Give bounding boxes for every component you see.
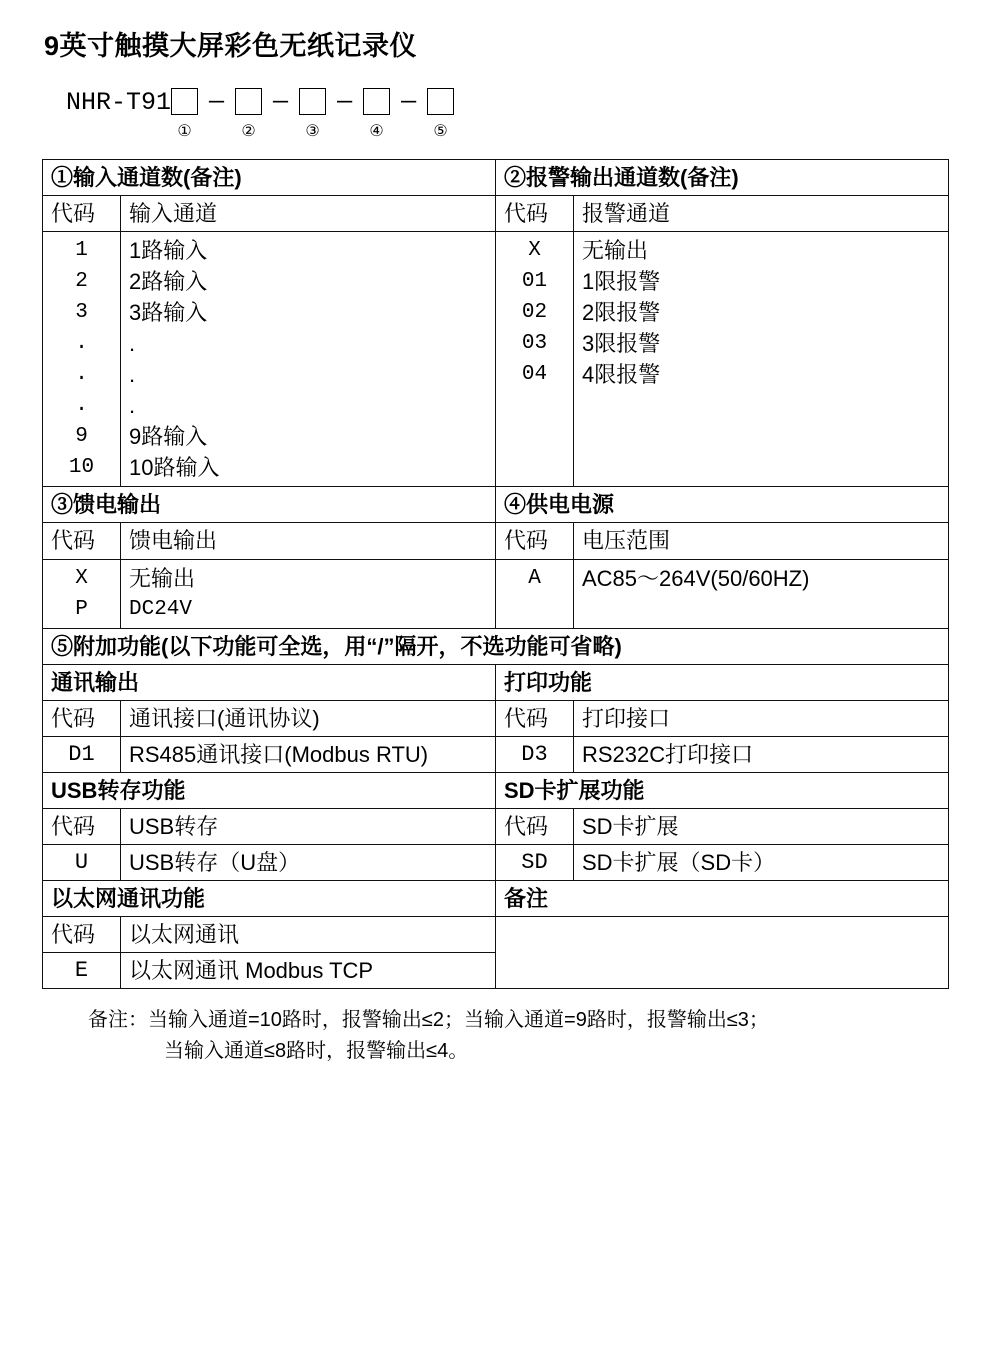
section3-col-code: 代码 <box>43 523 121 559</box>
model-box-2 <box>235 88 262 115</box>
table-row <box>43 700 949 736</box>
list-item: 2 <box>75 270 88 294</box>
section4-heading: ④供电电源 <box>496 487 949 523</box>
group-eth-col-code: 代码 <box>43 916 121 952</box>
model-code-row <box>66 88 948 141</box>
list-item: 9 <box>75 425 88 449</box>
group-eth-value: 以太网通讯 Modbus TCP <box>121 952 496 988</box>
section2-col-code: 代码 <box>496 196 574 232</box>
list-item: . <box>75 332 88 356</box>
model-box-4 <box>363 88 390 115</box>
group-sd-code: SD <box>496 844 574 880</box>
section4-col-code: 代码 <box>496 523 574 559</box>
section2-code-list <box>496 232 574 487</box>
group-comm-title: 通讯输出 <box>43 664 496 700</box>
list-item: DC24V <box>129 597 193 621</box>
section3-heading: ③馈电输出 <box>43 487 496 523</box>
footnote-line-1: 备注：当输入通道=10路时，报警输出≤2；当输入通道=9路时，报警输出≤3； <box>88 1008 769 1031</box>
table-row <box>43 196 949 232</box>
group-sd-title: SD卡扩展功能 <box>496 772 949 808</box>
list-item: 1限报警 <box>582 269 661 295</box>
table-row <box>43 232 949 487</box>
list-item: 9路输入 <box>129 424 208 450</box>
table-row <box>43 736 949 772</box>
model-slot-2 <box>235 88 262 141</box>
table-row <box>43 844 949 880</box>
group-usb-code: U <box>43 844 121 880</box>
model-marker-3: ③ <box>305 123 320 141</box>
list-item: 4限报警 <box>582 362 661 388</box>
list-item: 1路输入 <box>129 238 208 264</box>
section5-heading: ⑤附加功能(以下功能可全选，用“/”隔开，不选功能可省略) <box>43 628 949 664</box>
group-eth-title: 以太网通讯功能 <box>43 880 496 916</box>
list-item: A <box>528 566 541 590</box>
group-eth-code: E <box>43 952 121 988</box>
section2-col-name: 报警通道 <box>574 196 949 232</box>
table-row <box>43 523 949 559</box>
model-dash-4: — <box>401 87 417 117</box>
group-comm-col-code: 代码 <box>43 700 121 736</box>
section3-name-list <box>121 559 496 628</box>
footnote-line-2: 当输入通道≤8路时，报警输出≤4。 <box>164 1039 469 1062</box>
group-usb-title: USB转存功能 <box>43 772 496 808</box>
list-item: 3路输入 <box>129 300 208 326</box>
table-row <box>43 628 949 664</box>
section1-heading: ①输入通道数(备注) <box>43 160 496 196</box>
table-row <box>43 559 949 628</box>
model-dash-2: — <box>273 87 289 117</box>
group-comm-code: D1 <box>43 736 121 772</box>
list-item: P <box>75 597 88 621</box>
section2-name-list <box>574 232 949 487</box>
section4-code-list <box>496 559 574 628</box>
model-marker-1: ① <box>177 123 192 141</box>
list-item: 无输出 <box>129 565 196 591</box>
list-item: 2路输入 <box>129 269 208 295</box>
group-sd-col-name: SD卡扩展 <box>574 808 949 844</box>
section4-col-name: 电压范围 <box>574 523 949 559</box>
section1-code-list <box>43 232 121 487</box>
list-item: 03 <box>521 332 548 356</box>
model-marker-4: ④ <box>369 123 384 141</box>
section3-code-list <box>43 559 121 628</box>
table-row <box>43 487 949 523</box>
group-print-title: 打印功能 <box>496 664 949 700</box>
list-item: . <box>129 331 136 357</box>
model-slot-3 <box>299 88 326 141</box>
model-slot-4 <box>363 88 390 141</box>
list-item: 02 <box>521 301 548 325</box>
list-item: . <box>129 362 136 388</box>
group-sd-col-code: 代码 <box>496 808 574 844</box>
table-row <box>43 808 949 844</box>
page-title: 9英寸触摸大屏彩色无纸记录仪 <box>44 31 418 61</box>
model-box-1 <box>171 88 198 115</box>
list-item: X <box>528 239 541 263</box>
group-sd-value: SD卡扩展（SD卡） <box>574 844 949 880</box>
list-item: 1 <box>75 239 88 263</box>
group-print-value: RS232C打印接口 <box>574 736 949 772</box>
group-remark-body <box>496 916 949 988</box>
group-remark-title: 备注 <box>496 880 949 916</box>
list-item: 10 <box>68 456 95 480</box>
table-row <box>43 916 949 952</box>
table-row <box>43 664 949 700</box>
model-box-5 <box>427 88 454 115</box>
list-item: . <box>75 363 88 387</box>
group-print-col-name: 打印接口 <box>574 700 949 736</box>
list-item: AC85～264V(50/60HZ) <box>582 565 810 591</box>
model-dash-1: — <box>209 87 225 117</box>
model-box-3 <box>299 88 326 115</box>
section1-name-list <box>121 232 496 487</box>
list-item: 3 <box>75 301 88 325</box>
table-row <box>43 880 949 916</box>
list-item: 3限报警 <box>582 331 661 357</box>
spec-table <box>42 159 949 988</box>
group-usb-col-name: USB转存 <box>121 808 496 844</box>
model-marker-5: ⑤ <box>433 123 448 141</box>
model-marker-2: ② <box>241 123 256 141</box>
group-eth-col-name: 以太网通讯 <box>121 916 496 952</box>
section2-heading: ②报警输出通道数(备注) <box>496 160 949 196</box>
list-item: 2限报警 <box>582 300 661 326</box>
section4-name-list <box>574 559 949 628</box>
list-item: 10路输入 <box>129 455 220 481</box>
list-item: . <box>75 394 88 418</box>
list-item: 01 <box>521 270 548 294</box>
list-item: X <box>75 566 88 590</box>
list-item: . <box>129 393 136 419</box>
model-slot-5 <box>427 88 454 141</box>
list-item: 无输出 <box>582 238 649 264</box>
group-comm-col-name: 通讯接口(通讯协议) <box>121 700 496 736</box>
group-print-col-code: 代码 <box>496 700 574 736</box>
list-item: 04 <box>521 363 548 387</box>
model-prefix: NHR-T91 <box>66 88 172 118</box>
table-row <box>43 772 949 808</box>
section3-col-name: 馈电输出 <box>121 523 496 559</box>
group-usb-col-code: 代码 <box>43 808 121 844</box>
group-print-code: D3 <box>496 736 574 772</box>
table-row <box>43 160 949 196</box>
section1-col-code: 代码 <box>43 196 121 232</box>
group-usb-value: USB转存（U盘） <box>121 844 496 880</box>
footnote <box>88 1005 948 1067</box>
group-comm-value: RS485通讯接口(Modbus RTU) <box>121 736 496 772</box>
model-slot-1 <box>171 88 198 141</box>
model-code-boxes <box>171 88 454 141</box>
model-dash-3: — <box>337 87 353 117</box>
section1-col-name: 输入通道 <box>121 196 496 232</box>
